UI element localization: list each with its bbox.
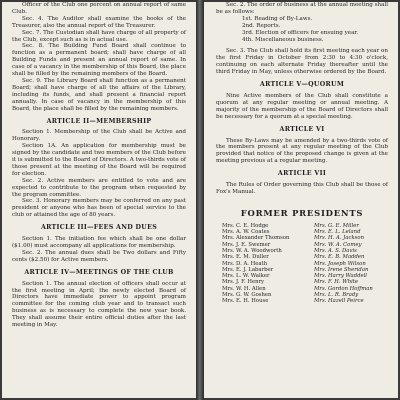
article-7-heading: ARTICLE VII	[277, 170, 327, 178]
president-name: Mrs. J. F. Henry	[222, 279, 265, 286]
rules-of-order-paragraph: The Rules of Order governing this Club shall be those of Fox's Manual.	[216, 182, 388, 195]
former-presidents-list	[216, 223, 388, 305]
right-page	[204, 2, 398, 398]
president-name: Mrs. G. W. Goshen	[222, 292, 272, 299]
book-gutter	[196, 0, 204, 400]
membership-section-1a: Section 1A. An application for membership must be signed by the candidate and two members of the Club before it is submitted to the Board of Directors. A two-thirds vote of those present at the meeting of the Board will be required for election.	[12, 143, 186, 177]
president-name: Mrs. A. W. Coates	[222, 229, 270, 236]
president-name: Mrs. J. E. Swemer	[222, 241, 271, 248]
president-name: Mrs. E. J. Labarber	[222, 266, 274, 273]
presidents-left-column	[222, 223, 310, 305]
order-item: 4th. Miscellaneous business.	[242, 36, 324, 43]
meetings-section-1: Section 1. The annual election of officers shall occur at the first meeting in April; the newly elected Board of Directors have immediate power to appoint program committee for the coming club year and to transact such business as is necessary to complete the new year book. They shall assume their entire official duties after the last meeting in May.	[12, 280, 186, 329]
quorum-paragraph: Nine Active members of the Club shall constitute a quorum at any regular meeting or annual meeting. A majority of the membership of the Board of Directors shall be necessary for a quorum at a special meeting.	[216, 92, 388, 120]
intro-paragraph: Officer of the Club one percent on annual report of same Club.	[12, 2, 186, 15]
membership-section-2: Sec. 2. Active members are entitled to vote and are expected to contribute to the program when requested by the program committee.	[12, 177, 186, 198]
meeting-schedule-section: Sec. 3. The Club shall hold its first meeting each year on the first Friday in October from 2:30 to 4:30 o'clock, continuing on each alternate Friday thereafter until the third Friday in May, unless otherwise ordered by the Board.	[216, 48, 388, 76]
article-5-heading: ARTICLE V—QUORUM	[259, 81, 345, 89]
president-name: Mrs. E. H. House	[222, 298, 269, 305]
article-3-heading: ARTICLE III—FEES AND DUES	[40, 224, 158, 232]
president-name: Mrs. H. A. Jackson	[314, 235, 364, 242]
president-name: Mrs. Harry Waddell	[314, 273, 368, 280]
president-name: Mrs. Gordon Hoffman	[314, 285, 373, 292]
president-name: Mrs. L. R. Brady	[314, 292, 359, 299]
president-name: Mrs. W. A. Woodworth	[222, 247, 282, 254]
president-name: Mrs. W. H. Allen	[222, 285, 266, 292]
order-of-business-list	[216, 16, 388, 44]
article-2-heading: ARTICLE II—MEMBERSHIP	[46, 117, 152, 125]
order-item: 3rd. Election of officers for ensuing year.	[242, 29, 359, 36]
president-name: Mrs. G. E. Miller	[314, 222, 359, 229]
fees-section-2: Sec. 2. The annual dues shall be Two dollars and Fifty cents ($2.50) for Active members.	[12, 249, 186, 263]
president-name: Mrs. W. A. Comey	[314, 241, 362, 248]
president-name: Mrs. F. H. White	[314, 279, 359, 286]
presidents-right-column	[314, 223, 388, 305]
building-fund-section: Sec. 8. The Building Fund Board shall continue to function as a permanent board; shall have charge of all Building Funds and present an annual report of same. In case of a vacancy in the membership of this Board, the place shall be filled by the remaining members of the Board.	[12, 43, 186, 78]
president-name: Mrs. C. E. Hodge	[222, 222, 269, 229]
library-board-section: Sec. 9. The Library Board shall function as a permanent Board; shall have charge of all the affairs of the Library, including its funds, and shall present a financial report annually. In case of vacancy in the membership of this Board, the place shall be filled by the remaining members.	[12, 77, 186, 112]
order-of-business-intro: Sec. 2. The order of business at the annual meeting shall be as follows:	[216, 2, 388, 15]
president-name: Mrs. A. S. Davis	[314, 247, 357, 254]
membership-section-3: Sec. 3. Honorary members may be conferred on any past president or anyone who has been of special service to the club or attained the age of 80 years.	[12, 198, 186, 219]
president-name: Mrs. L. W. Walker	[222, 273, 270, 280]
right-page-content	[216, 2, 388, 305]
order-item: 1st. Reading of By-Laws.	[242, 15, 313, 22]
article-6-heading: ARTICLE VI	[279, 125, 325, 133]
amendments-paragraph: These By-Laws may be amended by a two-thirds vote of the members present at any regular meeting of the Club provided that notice of the proposed change is given at the meeting previous at a regular meeting.	[216, 137, 388, 165]
left-page	[2, 2, 196, 398]
president-name: Mrs. E. M. Duller	[222, 254, 269, 261]
order-item: 2nd. Reports.	[242, 22, 281, 29]
president-name: Mrs. Alexander Thomson	[222, 235, 290, 242]
custodian-section: Sec. 7. The Custodian shall have charge of all property of the Club, except such as is in actual use.	[12, 29, 186, 43]
article-4-heading: ARTICLE IV—MEETINGS OF THE CLUB	[24, 268, 174, 276]
auditor-section: Sec. 4. The Auditor shall examine the books of the Treasurer, also the annual report of the Treasurer.	[12, 15, 186, 29]
left-page-content	[12, 2, 186, 329]
fees-section-1: Section 1. The initiation fee which shall be one dollar ($1.00) must accompany all applications for membership.	[12, 236, 186, 249]
president-name: Mrs. Joseph Wilson	[314, 260, 366, 267]
former-presidents-heading: FORMER PRESIDENTS	[240, 207, 364, 218]
president-name: Mrs. D. A. Heath	[222, 260, 268, 267]
membership-section-1: Section 1. Membership of the Club shall be Active and Honorary.	[12, 129, 186, 143]
president-name: Mrs. E. L. Leland	[314, 229, 361, 236]
president-name: Mrs. E. B. Madden	[314, 254, 365, 261]
president-name: Mrs. Hazell Peirce	[314, 298, 364, 305]
president-name: Mrs. Irene Sheridan	[314, 266, 369, 273]
